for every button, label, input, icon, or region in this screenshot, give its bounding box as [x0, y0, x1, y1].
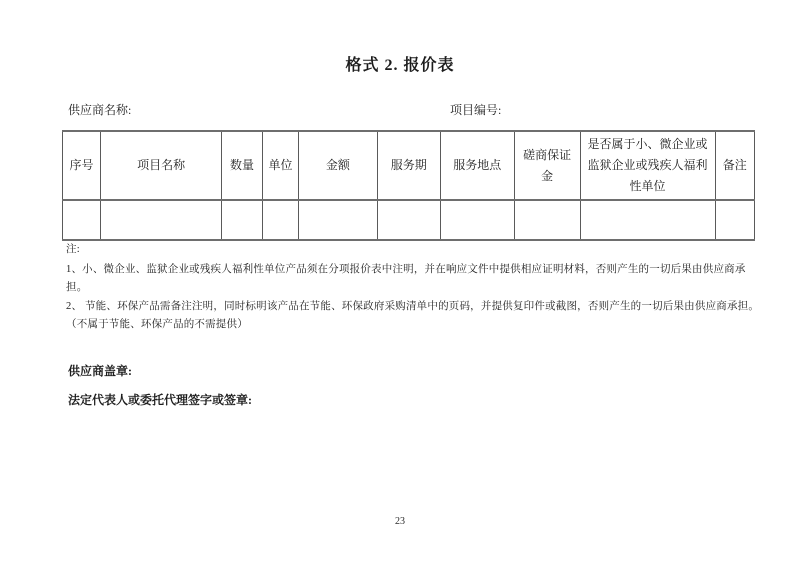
- cell-unit: [262, 200, 298, 240]
- table-header-row: [63, 131, 755, 200]
- cell-amount: [298, 200, 377, 240]
- page-title: 格式 2. 报价表: [345, 57, 455, 74]
- note-item-2: 2、 节能、环保产品需备注注明，同时标明该产品在节能、环保政府采购清单中的页码，并提供复印件或截图，否则产生的一切后果由供应商承担。（不属于节能、环保产品的不需提供）: [66, 300, 760, 330]
- cell-service-period: [377, 200, 440, 240]
- legal-rep-signature-label: 法定代表人或委托代理签字或签章:: [68, 393, 252, 407]
- cell-remarks: [715, 200, 755, 240]
- header-quantity: 数量: [222, 131, 263, 200]
- header-serial-no: 序号: [63, 131, 101, 200]
- supplier-name-label: 供应商名称:: [68, 103, 132, 117]
- table-empty-row: [63, 200, 755, 240]
- supplier-seal-label: 供应商盖章:: [68, 364, 132, 378]
- cell-service-location: [440, 200, 514, 240]
- cell-quantity: [222, 200, 263, 240]
- cell-serial-no: [63, 200, 101, 240]
- quotation-table: [62, 130, 755, 241]
- header-enterprise-type: 是否属于小、微企业或监狱企业或残疾人福利性单位: [580, 131, 715, 200]
- header-service-period: 服务期: [377, 131, 440, 200]
- header-project-name: 项目名称: [101, 131, 222, 200]
- cell-deposit: [514, 200, 580, 240]
- page-number: 23: [395, 516, 405, 527]
- header-remarks: 备注: [715, 131, 755, 200]
- cell-project-name: [101, 200, 222, 240]
- header-service-location: 服务地点: [440, 131, 514, 200]
- meta-row: [0, 101, 800, 117]
- notes-section: [66, 241, 760, 335]
- cell-enterprise-type: [580, 200, 715, 240]
- header-unit: 单位: [262, 131, 298, 200]
- note-item-1: 1、小、微企业、监狱企业或残疾人福利性单位产品须在分项报价表中注明，并在响应文件中提供相应证明材料，否则产生的一切后果由供应商承担。: [66, 263, 746, 293]
- project-number-label: 项目编号:: [450, 103, 502, 117]
- notes-label: 注:: [66, 244, 80, 255]
- header-deposit: 磋商保证金: [514, 131, 580, 200]
- header-amount: 金额: [298, 131, 377, 200]
